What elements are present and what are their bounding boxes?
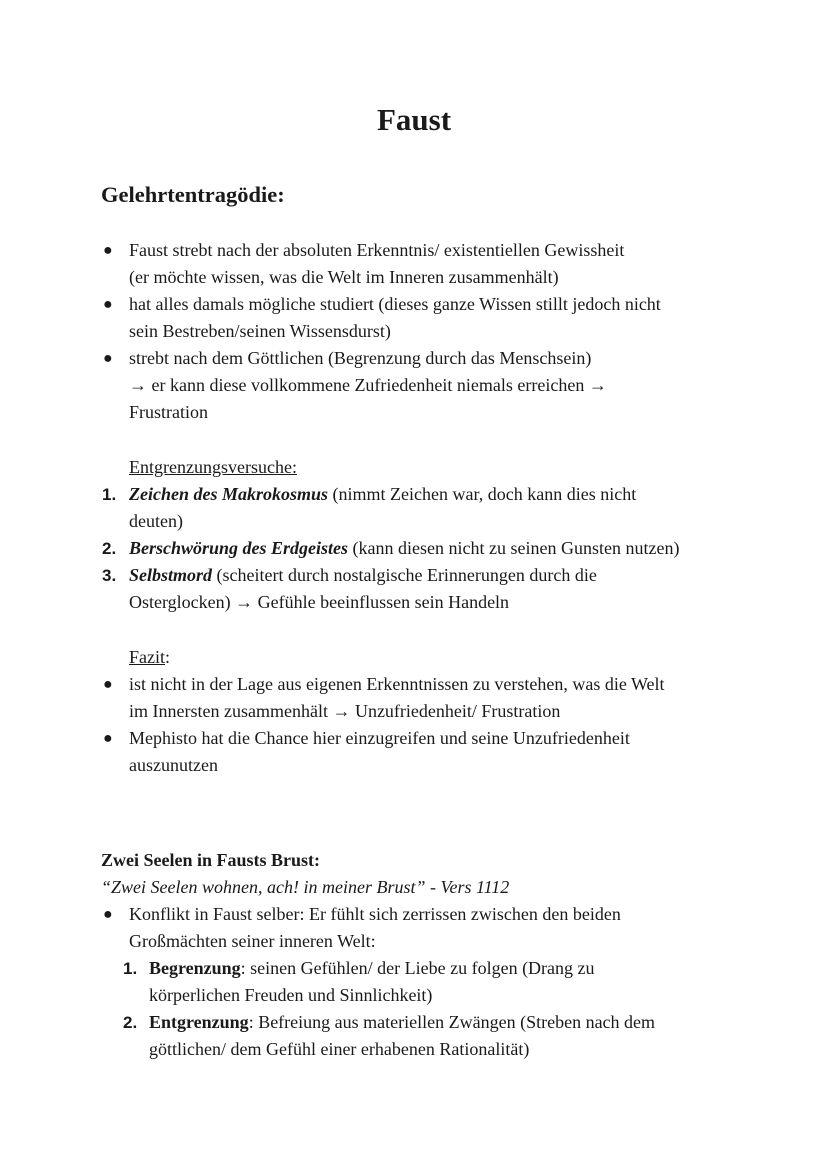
seelen-text: : Befreiung aus materiellen Zwängen (Streben nach dem — [248, 1012, 656, 1032]
bullet-dot-icon: ● — [103, 350, 113, 367]
numbered-item — [0, 481, 828, 535]
fazit-colon: : — [165, 647, 171, 667]
list-item-line: strebt nach dem Göttlichen (Begrenzung durch das Menschsein) — [129, 348, 592, 368]
fazit-label: Fazit — [129, 647, 165, 667]
attempt-term: Berschwörung des Erdgeistes — [129, 538, 349, 558]
fazit-section — [0, 644, 828, 779]
bullet-dot-icon: ● — [103, 242, 113, 259]
numbered-item-line: deuten) — [129, 511, 183, 531]
list-number: 3. — [102, 566, 117, 585]
numbered-item — [0, 1009, 828, 1063]
numbered-item — [0, 955, 828, 1009]
list-item-line: (er möchte wissen, was die Welt im Inneren zusammenhält) — [129, 267, 559, 287]
numbered-item-line — [129, 562, 768, 589]
entgrenzung-heading-text: Entgrenzungsversuche: — [129, 457, 297, 477]
list-item-line: Faust strebt nach der absoluten Erkenntnis/ existentiellen Gewissheit — [129, 240, 625, 260]
list-item-line: hat alles damals mögliche studiert (dieses ganze Wissen stillt jedoch nicht — [129, 294, 661, 314]
list-item-line: sein Bestreben/seinen Wissensdurst) — [129, 321, 391, 341]
quote: “Zwei Seelen wohnen, ach! in meiner Brust” - Vers 1112 — [101, 877, 510, 897]
list-item-line: Konflikt in Faust selber: Er fühlt sich zerrissen zwischen den beiden — [129, 904, 621, 924]
bullet-dot-icon: ● — [103, 676, 113, 693]
numbered-item-line — [129, 535, 768, 562]
gelehrten-bullet-list — [0, 237, 828, 426]
seelen-list — [0, 901, 828, 1063]
list-item-line: auszunutzen — [129, 755, 218, 775]
section-heading-gelehrtentragoedie: Gelehrtentragödie: — [101, 182, 285, 207]
list-item-line: Großmächten seiner inneren Welt: — [129, 931, 376, 951]
attempt-term: Zeichen des Makrokosmus — [129, 484, 329, 504]
seelen-text: : seinen Gefühlen/ der Liebe zu folgen (Drang zu — [240, 958, 595, 978]
attempt-text: (kann diesen nicht zu seinen Gunsten nutzen) — [348, 538, 680, 558]
section-heading-zwei-seelen: Zwei Seelen in Fausts Brust: — [101, 850, 321, 870]
entgrenzung-section — [0, 454, 828, 616]
list-item-line: Mephisto hat die Chance hier einzugreifen und seine Unzufriedenheit — [129, 728, 630, 748]
list-item-line: ist nicht in der Lage aus eigenen Erkenntnissen zu verstehen, was die Welt — [129, 674, 665, 694]
seelen-term: Entgrenzung — [149, 1012, 249, 1032]
attempt-term: Selbstmord — [129, 565, 213, 585]
numbered-item-line — [129, 481, 768, 508]
numbered-item — [0, 562, 828, 616]
numbered-item-line — [149, 955, 768, 982]
list-item-line: Frustration — [129, 402, 208, 422]
attempt-text: (nimmt Zeichen war, doch kann dies nicht — [328, 484, 637, 504]
numbered-item — [0, 535, 828, 562]
list-item — [0, 291, 828, 345]
list-item — [0, 237, 828, 291]
fazit-subheading — [0, 644, 828, 671]
numbered-item-line: Osterglocken) → Gefühle beeinflussen sein Handeln — [129, 592, 510, 612]
page-title: Faust — [376, 102, 452, 137]
seelen-term: Begrenzung — [149, 958, 241, 978]
numbered-item-line — [149, 1009, 768, 1036]
entgrenzung-subheading — [0, 454, 828, 481]
list-item — [0, 345, 828, 426]
list-item — [0, 901, 828, 955]
list-number: 2. — [123, 1013, 138, 1032]
list-number: 1. — [123, 959, 138, 978]
attempt-text: (scheitert durch nostalgische Erinnerungen durch die — [212, 565, 597, 585]
list-number: 1. — [102, 485, 117, 504]
list-item-line: → er kann diese vollkommene Zufriedenheit niemals erreichen → — [129, 375, 607, 395]
numbered-item-line: göttlichen/ dem Gefühl einer erhabenen Rationalität) — [149, 1039, 530, 1059]
list-item-line: im Innersten zusammenhält → Unzufriedenheit/ Frustration — [129, 701, 561, 721]
list-number: 2. — [102, 539, 117, 558]
bullet-dot-icon: ● — [103, 296, 113, 313]
bullet-dot-icon: ● — [103, 730, 113, 747]
numbered-item-line: körperlichen Freuden und Sinnlichkeit) — [149, 985, 433, 1005]
bullet-dot-icon: ● — [103, 906, 113, 923]
list-item — [0, 725, 828, 779]
list-item — [0, 671, 828, 725]
